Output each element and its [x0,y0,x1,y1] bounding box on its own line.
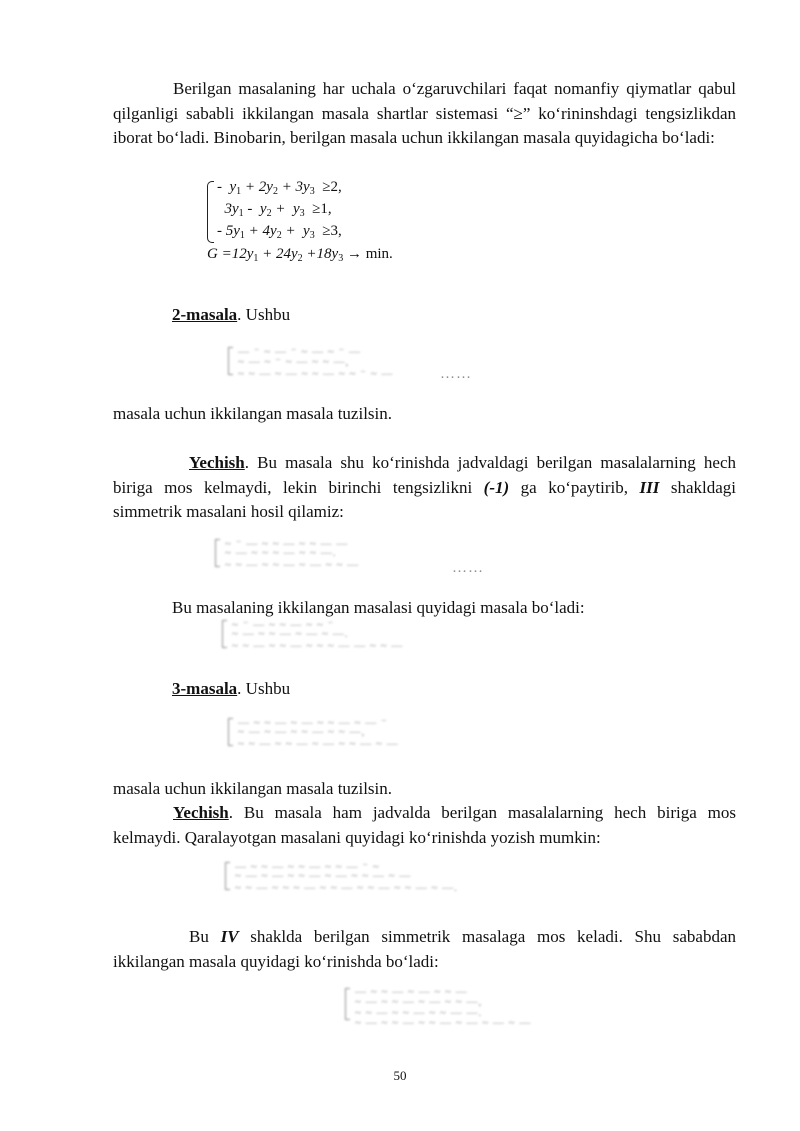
solution-2-label: Yechish [173,803,229,822]
problem-2-label: 2-masala [172,305,238,324]
dual-intro-line: Bu masalaning ikkilangan masalasi quyidagi masala bo‘ladi: [172,598,585,617]
dots-b: …… [452,560,484,576]
form-iv-paragraph: Bu IV shaklda berilgan simmetrik masalaga mos keladi. Shu sababdan ikkilangan masala quyidagi ko‘rinishda bo‘ladi: [113,927,736,971]
problem-3-label: 3-masala [172,679,238,698]
page-number: 50 [393,1068,407,1083]
objective-function: $G =12y_1 + 24y_2 +18y_3 \to \min$. [207,246,393,264]
problem-3-heading: 3-masala. Ushbu [172,679,291,698]
dots-a: …… [440,366,472,382]
blurred-system-e: — ~ ~ — ~ ~ — ~ ~ — ⁻ ~ ~ — ~ — ~ ~ — ~ — ~ ~ — ~ — ~ ~ — ~ ~ ~ — ~ ~ — ~ ~ — ~ ~ — ~ —. [225,860,565,900]
solution-1-paragraph: Yechish. Bu masala shu ko‘rinishda jadvaldagi berilgan masalalarning hech biriga mos kelmaydi, lekin birinchi tengsizlikni (-1) ga ko‘paytirib, III shakldagi simmetrik masalani hosil qilamiz: [113,453,736,521]
problem-2-heading: 2-masala. Ushbu [172,305,291,324]
blurred-system-b: ~ ⁻ — ~ ~ — ~ ~ — — ~ — ~ ~ ~ — ~ ~ —. ~ ~ — ~ ~ — ~ — ~ ~ — [215,537,455,577]
blurred-system-a: — ⁻ ~ — ⁻ ~ — ~ ⁻ — ~ — ~ ⁻ ~ — ~ ~ —, ~ ~ — ~ — ~ ~ — ~ ~ ⁻ ~ — [228,345,488,385]
problem-2-end: masala uchun ikkilangan masala tuzilsin. [113,404,393,423]
blurred-system-d: — ~ ~ — ~ — ~ ~ — ~ — ⁻ ~ — ~ — ~ ~ — ~ ~ —, ~ ~ — ~ ~ — ~ — ~ ~ — ~ — [228,716,498,756]
blurred-system-c: ~ ⁻ — ~ ~ — ~ ~ ⁻ ~ — ~ ~ — ~ — ~ —. ~ ~ — ~ ~ — ~ ~ ~ — — ~ ~ — [222,618,522,658]
paragraph-intro: Berilgan masalaning har uchala o‘zgaruvchilari faqat nomanfiy qiymatlar qabul qilganligi sababli ikkilangan masala shartlar sistemasi “≥” ko‘rininshdagi tengsizlikdan iborat bo‘ladi. Binobarin, berilgan masala uchun ikkilangan masala quyidagicha bo‘ladi: [113,79,736,147]
blurred-system-f: — ~ ~ — ~ — ~ ~ — ~ — ~ ~ — ~ — ~ ~ —, ~ ~ — ~ ~ — ~ ~ — —. ~ — ~ ~ — ~ ~ — ~ — ~ — ~ — [345,986,655,1030]
solution-1-label: Yechish [189,453,245,472]
system-row-2: $3y_1 - y_2 + y_3 \ge 1$, [217,201,332,219]
system-brace [207,181,214,243]
system-row-1: - $y_1 + 2y_2 + 3y_3 \ge 2$, [217,179,342,197]
system-row-3: - $5y_1 + 4y_2 + y_3 \ge 3$, [217,223,342,241]
problem-3-end: masala uchun ikkilangan masala tuzilsin. [113,779,393,798]
dual-system-1 [205,177,465,277]
solution-2-paragraph: Yechish. Bu masala ham jadvalda berilgan masalalarning hech biriga mos kelmaydi. Qaralayotgan masalani quyidagi ko‘rinishda yozish mumkin: [113,803,736,847]
